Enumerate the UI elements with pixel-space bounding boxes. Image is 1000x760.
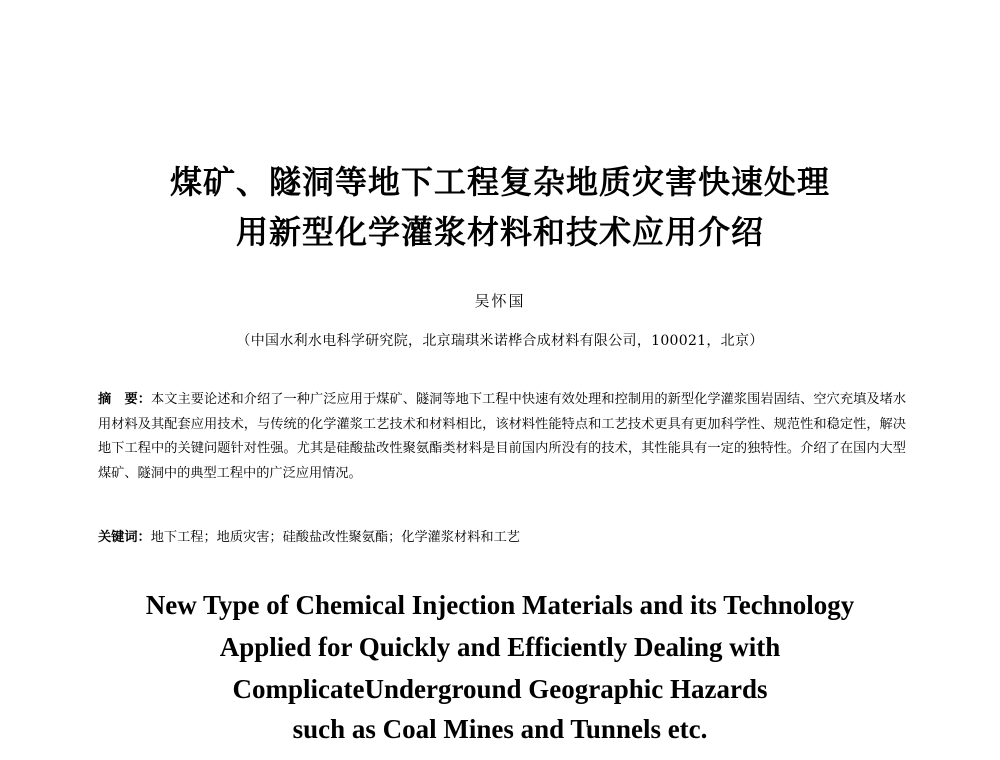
english-title-line-2: Applied for Quickly and Efficiently Dealing with — [219, 632, 781, 662]
keywords-line — [98, 526, 906, 550]
abstract-paragraph — [98, 388, 906, 486]
chinese-title-line-1: 煤矿、隧洞等地下工程复杂地质灾害快速处理 — [169, 163, 830, 201]
author-name: 吴怀国 — [474, 292, 526, 310]
english-title-line-4: such as Coal Mines and Tunnels etc. — [292, 714, 708, 744]
abstract-text: 本文主要论述和介绍了一种广泛应用于煤矿、隧洞等地下工程中快速有效处理和控制用的新型化学灌浆围岩固结、空穴充填及堵水用材料及其配套应用技术，与传统的化学灌浆工艺技术和材料相比，该材料性能特点和工艺技术更具有更加科学性、规范性和稳定性，解决地下工程中的关键问题针对性强。尤其是硅酸盐改性聚氨酯类材料是目前国内所没有的技术，其性能具有一定的独特性。介绍了在国内大型煤矿、隧洞中的典型工程中的广泛应用情况。 — [98, 392, 907, 481]
author-affiliation: （中国水利水电科学研究院，北京瑞琪米诺桦合成材料有限公司，100021，北京） — [236, 333, 764, 349]
keywords-text: 地下工程；地质灾害；硅酸盐改性聚氨酯；化学灌浆材料和工艺 — [150, 530, 520, 545]
keywords-label: 关键词： — [98, 530, 151, 545]
english-title-line-1: New Type of Chemical Injection Materials and its Technology — [145, 590, 855, 620]
chinese-title-line-2: 用新型化学灌浆材料和技术应用介绍 — [235, 213, 764, 251]
english-title-line-3: ComplicateUnderground Geographic Hazards — [232, 674, 768, 704]
abstract-label: 摘 要： — [98, 392, 151, 407]
